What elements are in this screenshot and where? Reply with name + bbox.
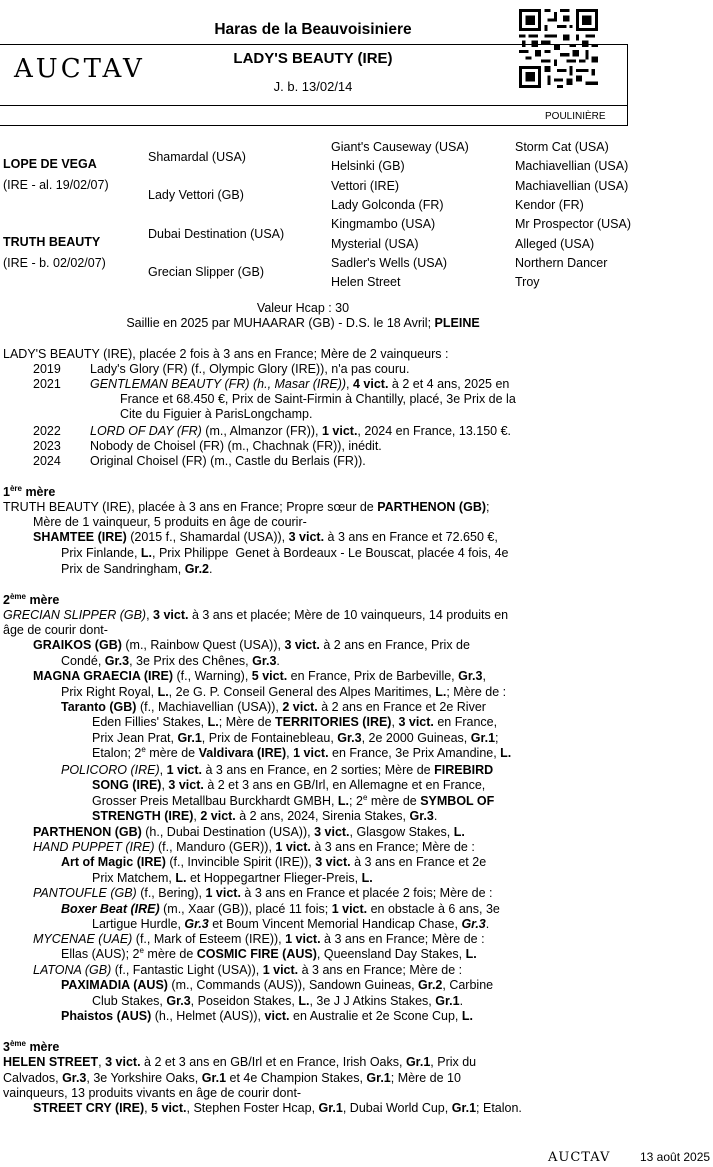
qr-code-icon <box>519 9 598 88</box>
pedigree-gen3: Vettori (IRE) <box>331 179 400 193</box>
second-dam-text: PAXIMADIA (AUS) (m., Commands (AUS)), Sandown Guineas, Gr.2, Carbine <box>61 978 494 992</box>
header-bottom-rule <box>0 125 628 126</box>
second-dam-text: Prix Right Royal, L., 2e G. P. Conseil General des Alpes Maritimes, L.; Mère de : <box>61 685 507 699</box>
second-dam-text: Phaistos (AUS) (h., Helmet (AUS)), vict. en Australie et 2e Scone Cup, L. <box>61 1009 473 1023</box>
horse-subtitle: J. b. 13/02/14 <box>273 79 353 94</box>
pedigree-gen4: Mr Prospector (USA) <box>515 217 631 231</box>
section-second-dam: 2ème mère <box>3 591 60 607</box>
pedigree-gen3: Lady Golconda (FR) <box>331 198 444 212</box>
pedigree-gen3: Kingmambo (USA) <box>331 217 436 231</box>
dam-name: TRUTH BEAUTY <box>3 235 101 249</box>
second-dam-text: Condé, Gr.3, 3e Prix des Chênes, Gr.3. <box>61 654 280 668</box>
second-dam-text: HAND PUPPET (IRE) (f., Manduro (GER)), 1 vict. à 3 ans en France; Mère de : <box>33 840 475 854</box>
third-dam-text: STREET CRY (IRE), 5 vict., Stephen Foster Hcap, Gr.1, Dubai World Cup, Gr.1; Etalon. <box>33 1101 522 1115</box>
produce-entry: GENTLEMAN BEAUTY (FR) (h., Masar (IRE)), 4 vict. à 2 et 4 ans, 2025 en <box>90 377 510 391</box>
auctav-logo: AUCTAV <box>14 54 145 84</box>
second-dam-text: Eden Fillies' Stakes, L.; Mère de TERRITORIES (IRE), 3 vict. en France, <box>92 715 498 729</box>
second-dam-text: LATONA (GB) (f., Fantastic Light (USA)), 1 vict. à 3 ans en France; Mère de : <box>33 963 463 977</box>
second-dam-text: Prix Jean Prat, Gr.1, Prix de Fontainebleau, Gr.3, 2e 2000 Guineas, Gr.1; <box>92 731 499 745</box>
produce-year: 2022 <box>33 424 61 438</box>
second-dam-text: Taranto (GB) (f., Machiavellian (USA)), 2 vict. à 2 ans en France et 2e River <box>61 700 486 714</box>
header-mid-rule <box>0 105 628 106</box>
pedigree-gen4: Troy <box>515 275 540 289</box>
footer-date: 13 août 2025 <box>640 1150 711 1164</box>
produce-entry: Original Choisel (FR) (m., Castle du Berlais (FR)). <box>90 454 366 468</box>
first-dam-text: Mère de 1 vainqueur, 5 produits en âge de courir- <box>33 515 307 529</box>
category-label: POULINIÈRE <box>545 111 606 122</box>
second-dam-text: STRENGTH (IRE), 2 vict. à 2 ans, 2024, Sirenia Stakes, Gr.3. <box>92 809 438 823</box>
second-dam-text: Boxer Beat (IRE) (m., Xaar (GB)), placé 11 fois; 1 vict. en obstacle à 6 ans, 3e <box>61 902 500 916</box>
pedigree-gen3: Helen Street <box>331 275 401 289</box>
second-dam-text: POLICORO (IRE), 1 vict. à 3 ans en France, en 2 sorties; Mère de FIREBIRD <box>61 763 494 777</box>
pedigree-gen4: Machiavellian (USA) <box>515 179 629 193</box>
second-dam-text: MYCENAE (UAE) (f., Mark of Esteem (IRE)), 1 vict. à 3 ans en France; Mère de : <box>33 932 485 946</box>
produce-entry: Cite du Figuier à ParisLongchamp. <box>120 407 313 421</box>
produce-entry: France et 68.450 €, Prix de Saint-Firmin à Chantilly, placé, 3e Prix de la <box>120 392 516 406</box>
horse-name: LADY'S BEAUTY (IRE) <box>233 50 393 67</box>
second-dam-text: Prix Matchem, L. et Hoppegartner Flieger-Preis, L. <box>92 871 373 885</box>
second-dam-text: Etalon; 2e mère de Valdivara (IRE), 1 vict. en France, 3e Prix Amandine, L. <box>92 744 512 760</box>
second-dam-text: âge de courir dont- <box>3 623 108 637</box>
pedigree-gen2: Dubai Destination (USA) <box>148 227 285 241</box>
second-dam-text: Lartigue Hurdle, Gr.3 et Boum Vincent Memorial Handicap Chase, Gr.3. <box>92 917 490 931</box>
first-dam-text: Prix Finlande, L., Prix Philippe Genet à Bordeaux - Le Bouscat, placée 4 fois, 4e <box>61 546 509 560</box>
footer-logo: AUCTAV <box>548 1150 611 1165</box>
produce-year: 2023 <box>33 439 61 453</box>
produce-entry: Lady's Glory (FR) (f., Olympic Glory (IRE)), n'a pas couru. <box>90 362 410 376</box>
sire-info: (IRE - al. 19/02/07) <box>3 178 109 192</box>
saillie-text: Saillie en 2025 par MUHAARAR (GB) - D.S. le 18 Avril; <box>126 316 435 330</box>
pedigree-gen4: Storm Cat (USA) <box>515 140 609 154</box>
pedigree-gen2: Grecian Slipper (GB) <box>148 265 265 279</box>
dam-info: (IRE - b. 02/02/07) <box>3 256 106 270</box>
produce-entry: LORD OF DAY (FR) (m., Almanzor (FR)), 1 vict., 2024 en France, 13.150 €. <box>90 424 512 438</box>
second-dam-text: GRECIAN SLIPPER (GB), 3 vict. à 3 ans et placée; Mère de 10 vainqueurs, 14 produits en <box>3 608 509 622</box>
pedigree-gen4: Alleged (USA) <box>515 237 595 251</box>
farm-name: Haras de la Beauvoisiniere <box>214 21 412 38</box>
pedigree-gen3: Giant's Causeway (USA) <box>331 140 469 154</box>
produce-year: 2024 <box>33 454 61 468</box>
second-dam-text: PANTOUFLE (GB) (f., Bering), 1 vict. à 3 ans en France et placée 2 fois; Mère de : <box>33 886 493 900</box>
sire-name: LOPE DE VEGA <box>3 157 97 171</box>
pedigree-gen4: Kendor (FR) <box>515 198 584 212</box>
produce-year: 2021 <box>33 377 61 391</box>
pedigree-gen2: Shamardal (USA) <box>148 150 246 164</box>
pedigree-gen3: Helsinki (GB) <box>331 159 405 173</box>
valeur-hcap: Valeur Hcap : 30 <box>256 301 350 315</box>
second-dam-text: Ellas (AUS); 2e mère de COSMIC FIRE (AUS), Queensland Day Stakes, L. <box>61 945 477 961</box>
second-dam-text: MAGNA GRAECIA (IRE) (f., Warning), 5 vict. en France, Prix de Barbeville, Gr.3, <box>33 669 486 683</box>
pedigree-gen4: Northern Dancer <box>515 256 608 270</box>
first-dam-text: SHAMTEE (IRE) (2015 f., Shamardal (USA)), 3 vict. à 3 ans en France et 72.650 €, <box>33 530 498 544</box>
second-dam-text: PARTHENON (GB) (h., Dubai Destination (USA)), 3 vict., Glasgow Stakes, L. <box>33 825 465 839</box>
saillie-status: PLEINE <box>434 316 480 330</box>
third-dam-text: vainqueurs, 13 produits vivants en âge de courir dont- <box>3 1086 302 1100</box>
third-dam-text: HELEN STREET, 3 vict. à 2 et 3 ans en GB/Irl et en France, Irish Oaks, Gr.1, Prix du <box>3 1055 477 1069</box>
produce-intro: LADY'S BEAUTY (IRE), placée 2 fois à 3 ans en France; Mère de 2 vainqueurs : <box>3 347 449 361</box>
header-right-rule <box>627 44 628 126</box>
pedigree-gen3: Mysterial (USA) <box>331 237 419 251</box>
second-dam-text: GRAIKOS (GB) (m., Rainbow Quest (USA)), 3 vict. à 2 ans en France, Prix de <box>33 638 470 652</box>
first-dam-text: Prix de Sandringham, Gr.2. <box>61 562 213 576</box>
second-dam-text: SONG (IRE), 3 vict. à 2 et 3 ans en GB/Irl, en Allemagne et en France, <box>92 778 486 792</box>
third-dam-text: Calvados, Gr.3, 3e Yorkshire Oaks, Gr.1 et 4e Champion Stakes, Gr.1; Mère de 10 <box>3 1071 461 1085</box>
header-top-rule <box>0 44 628 45</box>
produce-year: 2019 <box>33 362 61 376</box>
saillie-line <box>0 316 606 331</box>
second-dam-text: Club Stakes, Gr.3, Poseidon Stakes, L., 3e J J Atkins Stakes, Gr.1. <box>92 994 464 1008</box>
section-third-dam: 3ème mère <box>3 1038 60 1054</box>
second-dam-text: Grosser Preis Metallbau Burckhardt GMBH, L.; 2e mère de SYMBOL OF <box>92 792 495 808</box>
second-dam-text: Art of Magic (IRE) (f., Invincible Spirit (IRE)), 3 vict. à 3 ans en France et 2e <box>61 855 487 869</box>
pedigree-gen3: Sadler's Wells (USA) <box>331 256 448 270</box>
section-first-dam: 1ère mère <box>3 483 56 499</box>
pedigree-gen4: Machiavellian (USA) <box>515 159 629 173</box>
pedigree-gen2: Lady Vettori (GB) <box>148 188 244 202</box>
first-dam-text: TRUTH BEAUTY (IRE), placée à 3 ans en France; Propre sœur de PARTHENON (GB); <box>3 500 490 514</box>
produce-entry: Nobody de Choisel (FR) (m., Chachnak (FR)), inédit. <box>90 439 382 453</box>
